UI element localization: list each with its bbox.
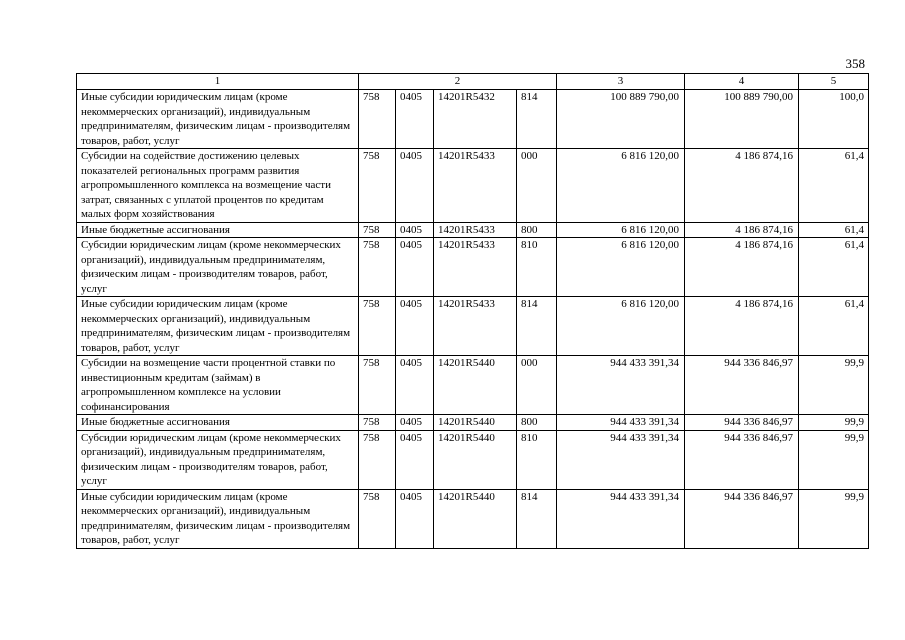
admin-code-cell: 758 bbox=[359, 356, 396, 415]
table-row bbox=[77, 430, 869, 489]
expense-name-cell: Субсидии на содействие достижению целевых показателей региональных программ развития агропромышленного комплекса на возмещение части затрат, связанных с уплатой процентов по кредитам малых форм хозяйствования bbox=[77, 149, 359, 223]
executed-amount-cell: 4 186 874,16 bbox=[685, 297, 799, 356]
target-article-cell: 14201R5433 bbox=[434, 149, 517, 223]
expense-type-cell: 800 bbox=[517, 415, 557, 431]
target-article-cell: 14201R5440 bbox=[434, 430, 517, 489]
table-row bbox=[77, 356, 869, 415]
executed-amount-cell: 4 186 874,16 bbox=[685, 149, 799, 223]
table-row bbox=[77, 489, 869, 548]
admin-code-cell: 758 bbox=[359, 149, 396, 223]
target-article-cell: 14201R5432 bbox=[434, 90, 517, 149]
executed-amount-cell: 944 336 846,97 bbox=[685, 356, 799, 415]
section-code-cell: 0405 bbox=[396, 297, 434, 356]
section-code-cell: 0405 bbox=[396, 90, 434, 149]
table-row bbox=[77, 90, 869, 149]
expense-type-cell: 000 bbox=[517, 149, 557, 223]
admin-code-cell: 758 bbox=[359, 415, 396, 431]
expense-name-cell: Субсидии юридическим лицам (кроме некоммерческих организаций), индивидуальным предпринимателям, физическим лицам - производителям товаров, работ, услуг bbox=[77, 238, 359, 297]
target-article-cell: 14201R5440 bbox=[434, 489, 517, 548]
section-code-cell: 0405 bbox=[396, 415, 434, 431]
execution-percent-cell: 61,4 bbox=[799, 238, 869, 297]
planned-amount-cell: 944 433 391,34 bbox=[557, 489, 685, 548]
expense-name-cell: Иные бюджетные ассигнования bbox=[77, 222, 359, 238]
execution-percent-cell: 99,9 bbox=[799, 430, 869, 489]
execution-percent-cell: 99,9 bbox=[799, 415, 869, 431]
expense-name-cell: Иные субсидии юридическим лицам (кроме некоммерческих организаций), индивидуальным предпринимателям, физическим лицам - производителям товаров, работ, услуг bbox=[77, 489, 359, 548]
admin-code-cell: 758 bbox=[359, 489, 396, 548]
expense-type-cell: 814 bbox=[517, 489, 557, 548]
section-code-cell: 0405 bbox=[396, 489, 434, 548]
target-article-cell: 14201R5433 bbox=[434, 238, 517, 297]
planned-amount-cell: 6 816 120,00 bbox=[557, 222, 685, 238]
planned-amount-cell: 6 816 120,00 bbox=[557, 149, 685, 223]
column-header-1: 1 bbox=[77, 74, 359, 90]
table-row bbox=[77, 238, 869, 297]
executed-amount-cell: 4 186 874,16 bbox=[685, 222, 799, 238]
execution-percent-cell: 100,0 bbox=[799, 90, 869, 149]
section-code-cell: 0405 bbox=[396, 149, 434, 223]
execution-percent-cell: 99,9 bbox=[799, 489, 869, 548]
target-article-cell: 14201R5433 bbox=[434, 297, 517, 356]
column-header-4: 4 bbox=[685, 74, 799, 90]
section-code-cell: 0405 bbox=[396, 356, 434, 415]
admin-code-cell: 758 bbox=[359, 222, 396, 238]
target-article-cell: 14201R5440 bbox=[434, 415, 517, 431]
expense-type-cell: 810 bbox=[517, 238, 557, 297]
column-header-3: 3 bbox=[557, 74, 685, 90]
table-row bbox=[77, 222, 869, 238]
admin-code-cell: 758 bbox=[359, 238, 396, 297]
expense-name-cell: Иные субсидии юридическим лицам (кроме некоммерческих организаций), индивидуальным предпринимателям, физическим лицам - производителям товаров, работ, услуг bbox=[77, 90, 359, 149]
admin-code-cell: 758 bbox=[359, 430, 396, 489]
execution-percent-cell: 61,4 bbox=[799, 149, 869, 223]
expense-type-cell: 800 bbox=[517, 222, 557, 238]
expense-name-cell: Субсидии на возмещение части процентной ставки по инвестиционным кредитам (займам) в агропромышленном комплексе на условии софинансирования bbox=[77, 356, 359, 415]
target-article-cell: 14201R5433 bbox=[434, 222, 517, 238]
expense-type-cell: 814 bbox=[517, 297, 557, 356]
executed-amount-cell: 944 336 846,97 bbox=[685, 489, 799, 548]
planned-amount-cell: 6 816 120,00 bbox=[557, 238, 685, 297]
page-number: 358 bbox=[845, 56, 865, 71]
expense-name-cell: Иные бюджетные ассигнования bbox=[77, 415, 359, 431]
executed-amount-cell: 944 336 846,97 bbox=[685, 430, 799, 489]
admin-code-cell: 758 bbox=[359, 297, 396, 356]
expense-name-cell: Субсидии юридическим лицам (кроме некоммерческих организаций), индивидуальным предпринимателям, физическим лицам - производителям товаров, работ, услуг bbox=[77, 430, 359, 489]
expense-type-cell: 000 bbox=[517, 356, 557, 415]
section-code-cell: 0405 bbox=[396, 238, 434, 297]
table-row bbox=[77, 415, 869, 431]
execution-percent-cell: 61,4 bbox=[799, 297, 869, 356]
execution-percent-cell: 61,4 bbox=[799, 222, 869, 238]
execution-percent-cell: 99,9 bbox=[799, 356, 869, 415]
planned-amount-cell: 6 816 120,00 bbox=[557, 297, 685, 356]
table-row bbox=[77, 149, 869, 223]
expense-name-cell: Иные субсидии юридическим лицам (кроме некоммерческих организаций), индивидуальным предпринимателям, физическим лицам - производителям товаров, работ, услуг bbox=[77, 297, 359, 356]
expense-type-cell: 810 bbox=[517, 430, 557, 489]
column-header-2: 2 bbox=[359, 74, 557, 90]
planned-amount-cell: 944 433 391,34 bbox=[557, 356, 685, 415]
section-code-cell: 0405 bbox=[396, 430, 434, 489]
target-article-cell: 14201R5440 bbox=[434, 356, 517, 415]
executed-amount-cell: 944 336 846,97 bbox=[685, 415, 799, 431]
expense-type-cell: 814 bbox=[517, 90, 557, 149]
planned-amount-cell: 100 889 790,00 bbox=[557, 90, 685, 149]
admin-code-cell: 758 bbox=[359, 90, 396, 149]
planned-amount-cell: 944 433 391,34 bbox=[557, 415, 685, 431]
section-code-cell: 0405 bbox=[396, 222, 434, 238]
executed-amount-cell: 100 889 790,00 bbox=[685, 90, 799, 149]
column-header-5: 5 bbox=[799, 74, 869, 90]
table-header-row bbox=[77, 74, 869, 90]
planned-amount-cell: 944 433 391,34 bbox=[557, 430, 685, 489]
executed-amount-cell: 4 186 874,16 bbox=[685, 238, 799, 297]
table-row bbox=[77, 297, 869, 356]
budget-table bbox=[76, 73, 869, 549]
